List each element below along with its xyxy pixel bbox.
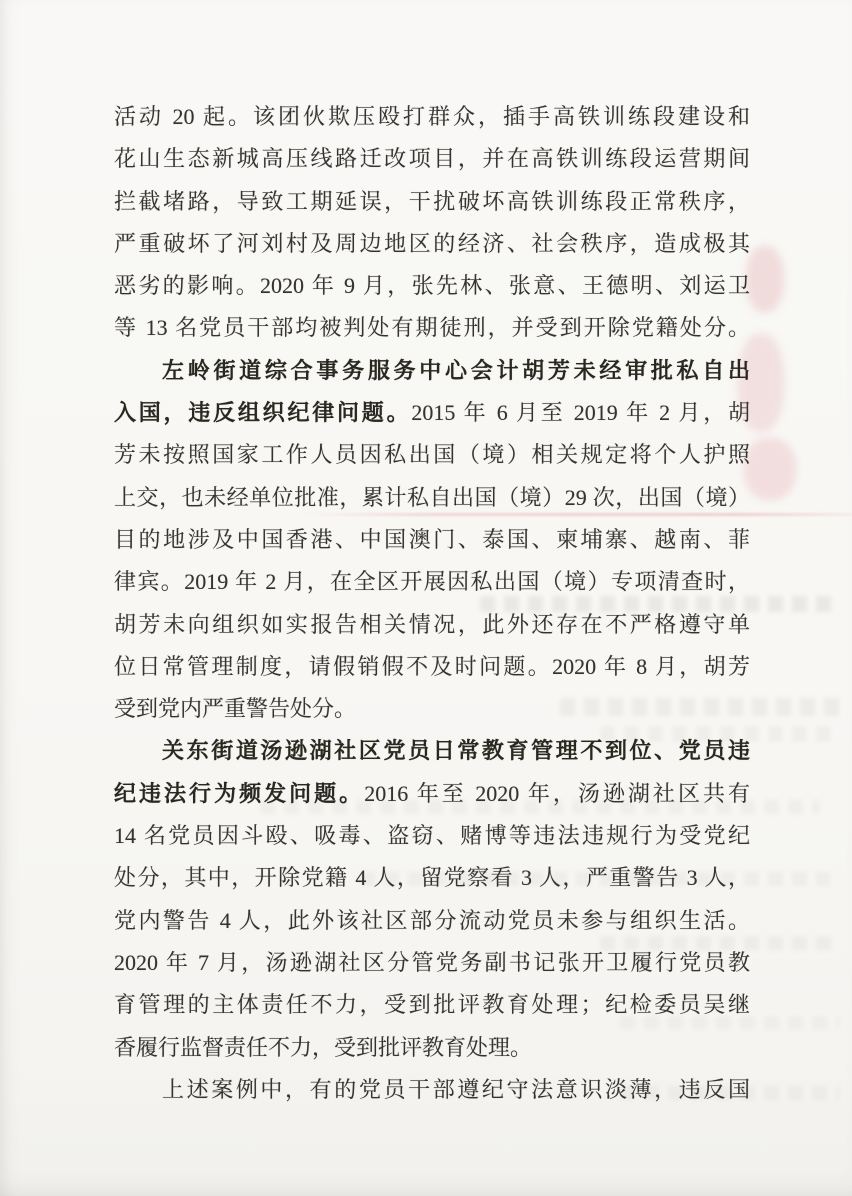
text-line [114,900,750,942]
text-line [114,984,750,1026]
text-run: 恶劣的影响。2020 年 9 月，张先林、张意、王德明、刘运卫 [114,273,750,299]
bold-run: 入国，违反组织纪律问题。 [114,401,412,427]
text-line [114,857,750,899]
text-line [114,392,750,434]
text-run: 2016 年至 2020 年，汤逊湖社区共有 [364,780,750,806]
text-line [114,223,750,265]
text-run: 活动 20 起。该团伙欺压殴打群众，插手高铁训练段建设和 [114,104,750,129]
pink-bleedthrough-mark [746,246,784,312]
text-run: 等 13 名党员干部均被判处有期徒刑，并受到开除党籍处分。 [114,315,750,341]
text-line [114,646,750,688]
text-line [114,1027,750,1069]
document-text [114,96,750,1111]
text-line [114,688,750,730]
bold-run: 纪违法行为频发问题。 [114,781,365,807]
text-run: 育管理的主体责任不力，受到批评教育处理；纪检委员吴继 [114,992,750,1018]
text-run: 2020 年 7 月，汤逊湖社区分管党务副书记张开卫履行党员教 [114,949,750,975]
text-run: 目的地涉及中国香港、中国澳门、泰国、柬埔寨、越南、菲 [114,526,750,552]
text-run: 党内警告 4 人，此外该社区部分流动党员未参与组织生活。 [114,907,750,933]
text-run: 律宾。2019 年 2 月，在全区开展因私出国（境）专项清查时， [114,569,750,595]
paragraph-heading-line [114,350,750,392]
bold-run: 关东街道汤逊湖社区党员日常教育管理不到位、党员违 [162,739,750,765]
text-line [114,96,750,138]
bold-run: 左岭街道综合事务服务中心会计胡芳未经审批私自出 [162,358,750,384]
text-line [114,477,750,519]
text-line [114,138,750,180]
text-line [114,307,750,349]
text-run: 2015 年 6 月至 2019 年 2 月，胡 [411,400,750,426]
text-line [114,434,750,476]
text-run: 严重破坏了河刘村及周边地区的经济、社会秩序，造成极其 [114,230,750,256]
text-line [114,604,750,646]
text-run: 处分，其中，开除党籍 4 人，留党察看 3 人，严重警告 3 人， [114,865,750,891]
text-line [114,815,750,857]
text-run: 受到党内严重警告处分。 [114,696,357,722]
text-run: 上述案例中，有的党员干部遵纪守法意识淡薄，违反国 [162,1076,750,1102]
text-line [114,561,750,603]
text-line [114,265,750,307]
text-line [114,773,750,815]
text-run: 拦截堵路，导致工期延误，干扰破坏高铁训练段正常秩序， [114,188,750,214]
paragraph-heading-line [114,730,750,772]
text-line [114,942,750,984]
text-run: 花山生态新城高压线路迁改项目，并在高铁训练段运营期间 [114,146,750,172]
text-run: 上交，也未经单位批准，累计私自出国（境）29 次，出国（境） [114,484,750,510]
text-run: 芳未按照国家工作人员因私出国（境）相关规定将个人护照 [114,442,750,468]
text-line [114,181,750,223]
pink-bleedthrough-mark [744,438,796,500]
text-run: 位日常管理制度，请假销假不及时问题。2020 年 8 月，胡芳 [114,653,750,679]
text-line [114,1069,750,1111]
text-run: 胡芳未向组织如实报告相关情况，此外还存在不严格遵守单 [114,611,750,637]
text-run: 14 名党员因斗殴、吸毒、盗窃、赌博等违法违规行为受党纪 [114,823,750,849]
text-line [114,519,750,561]
text-run: 香履行监督责任不力，受到批评教育处理。 [114,1034,533,1060]
